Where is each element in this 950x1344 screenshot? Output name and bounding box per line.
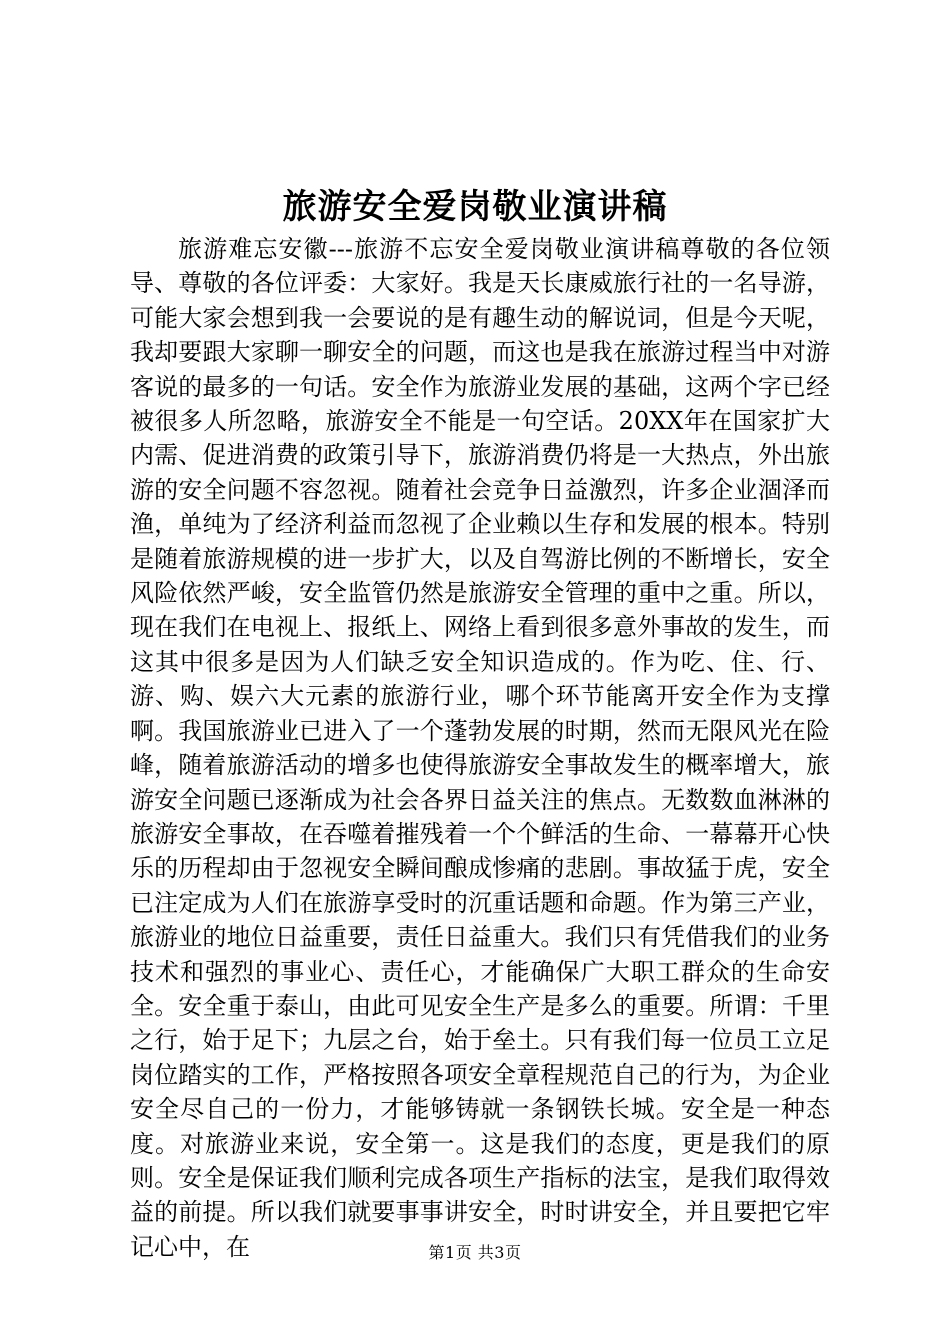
page-number: 第1页 共3页 <box>428 1243 522 1262</box>
document-body: 旅游难忘安徽---旅游不忘安全爱岗敬业演讲稿尊敬的各位领导、尊敬的各位评委：大家好。我是天长康威旅行社的一名导游，可能大家会想到我一会要说的是有趣生动的解说词，但是今天呢，我却要跟大家聊一聊安全的问题，而这也是我在旅游过程当中对游客说的最多的一句话。安全作为旅游业发展的基础，这两个字已经被很多人所忽略，旅游安全不能是一句空话。20XX年在国家扩大内需、促进消费的政策引导下，旅游消费仍将是一大热点，外出旅游的安全问题不容忽视。随着社会竞争日益激烈，许多企业涸泽而渔，单纯为了经济利益而忽视了企业赖以生存和发展的根本。特别是随着旅游规模的进一步扩大，以及自驾游比例的不断增长，安全风险依然严峻，安全监管仍然是旅游安全管理的重中之重。所以，现在我们在电视上、报纸上、网络上看到很多意外事故的发生，而这其中很多是因为人们缺乏安全知识造成的。作为吃、住、行、游、购、娱六大元素的旅游行业，哪个环节能离开安全作为支撑啊。我国旅游业已进入了一个蓬勃发展的时期，然而无限风光在险峰，随着旅游活动的增多也使得旅游安全事故发生的概率增大，旅游安全问题已逐渐成为社会各界日益关注的焦点。无数数血淋淋的旅游安全事故，在吞噬着摧残着一个个鲜活的生命、一幕幕开心快乐的历程却由于忽视安全瞬间酿成惨痛的悲剧。事故猛于虎，安全已注定成为人们在旅游享受时的沉重话题和命题。作为第三产业，旅游业的地位日益重要，责任日益重大。我们只有凭借我们的业务技术和强烈的事业心、责任心，才能确保广大职工群众的生命安全。安全重于泰山，由此可见安全生产是多么的重要。所谓：千里之行，始于足下；九层之台，始于垒土。只有我们每一位员工立足岗位踏实的工作，严格按照各项安全章程规范自己的行为，为企业安全尽自己的一份力，才能够铸就一条钢铁长城。安全是一种态度。对旅游业来说，安全第一。这是我们的态度，更是我们的原则。安全是保证我们顺利完成各项生产指标的法宝，是我们取得效益的前提。所以我们就要事事讲安全，时时讲安全，并且要把它牢记心中，在 <box>130 235 830 1261</box>
document-title: 旅游安全爱岗敬业演讲稿 <box>282 187 668 227</box>
